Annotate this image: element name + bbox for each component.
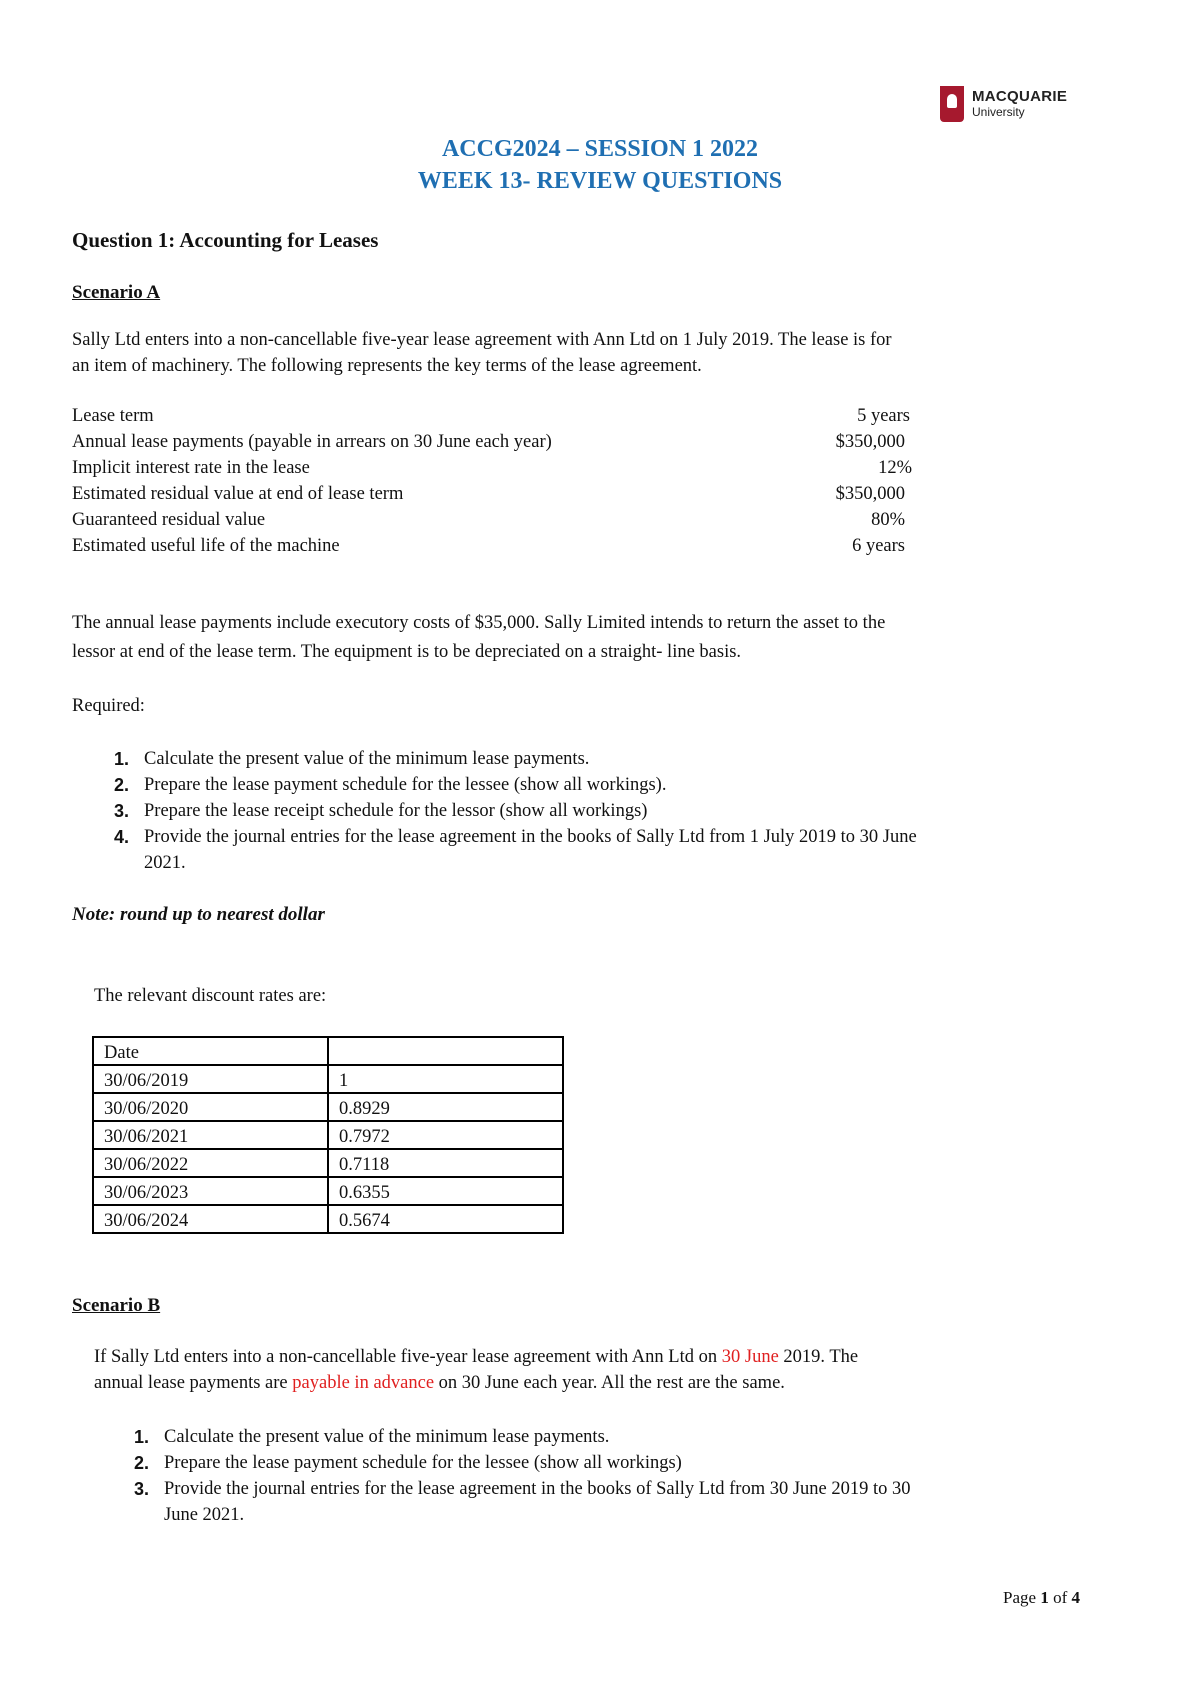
term-label: Annual lease payments (payable in arrears on 30 June each year)	[72, 432, 552, 452]
table-row	[93, 1093, 563, 1121]
rates-intro: The relevant discount rates are:	[94, 986, 327, 1006]
term-label: Implicit interest rate in the lease	[72, 458, 310, 478]
item-text-continued: 2021.	[144, 853, 186, 873]
item-text: Calculate the present value of the minimum lease payments.	[164, 1427, 610, 1447]
crest-icon	[940, 86, 964, 122]
item-number: 1.	[134, 1427, 150, 1447]
required-label: Required:	[72, 696, 145, 716]
of-label: of	[1053, 1588, 1068, 1607]
item-text: Provide the journal entries for the lease agreement in the books of Sally Ltd from 1 July 2019 to 30 June	[144, 827, 917, 847]
item-text: Provide the journal entries for the lease agreement in the books of Sally Ltd from 30 June 2019 to 30	[164, 1479, 911, 1499]
scenario-a-intro-line2: an item of machinery. The following represents the key terms of the lease agreement.	[72, 356, 702, 376]
scenario-b-text: 2019. The	[778, 1347, 859, 1367]
term-label: Estimated residual value at end of lease term	[72, 484, 404, 504]
list-item	[92, 1424, 1092, 1450]
table-header-row	[93, 1037, 563, 1065]
rate-cell: 0.7118	[328, 1149, 563, 1177]
scenario-b-requirements	[92, 1424, 1092, 1528]
term-value: $350,000	[835, 484, 905, 504]
list-item	[72, 746, 1072, 772]
item-text: Prepare the lease receipt schedule for the lessor (show all workings)	[144, 801, 648, 821]
table-row	[93, 1121, 563, 1149]
date-cell: 30/06/2023	[93, 1177, 328, 1205]
scenario-b-heading: Scenario B	[72, 1295, 161, 1316]
table-row	[93, 1205, 563, 1233]
item-text: Calculate the present value of the minimum lease payments.	[144, 749, 590, 769]
list-item	[92, 1450, 1092, 1476]
page-number	[1003, 1588, 1080, 1608]
term-label: Guaranteed residual value	[72, 510, 266, 530]
date-cell: 30/06/2019	[93, 1065, 328, 1093]
item-text: Prepare the lease payment schedule for the lessee (show all workings)	[164, 1453, 682, 1473]
table-row	[93, 1065, 563, 1093]
date-cell: 30/06/2022	[93, 1149, 328, 1177]
scenario-a-intro-line1: Sally Ltd enters into a non-cancellable five-year lease agreement with Ann Ltd on 1 July 2019. The lease is for	[72, 330, 892, 350]
term-label: Estimated useful life of the machine	[72, 536, 340, 556]
current-page: 1	[1040, 1588, 1049, 1607]
rounding-note: Note: round up to nearest dollar	[72, 904, 325, 925]
rate-cell: 0.5674	[328, 1205, 563, 1233]
term-label: Lease term	[72, 406, 154, 426]
list-item	[92, 1476, 1092, 1528]
list-item	[72, 824, 1072, 876]
item-number: 4.	[114, 827, 130, 847]
total-pages: 4	[1071, 1588, 1080, 1607]
list-item	[72, 772, 1072, 798]
logo-name: MACQUARIE	[972, 88, 1068, 105]
term-value: 80%	[871, 510, 905, 530]
item-number: 2.	[114, 775, 130, 795]
executory-costs-line1: The annual lease payments include executory costs of $35,000. Sally Limited intends to return the asset to the	[72, 613, 886, 633]
term-value: 12%	[878, 458, 912, 478]
highlight-timing: payable in advance	[292, 1373, 435, 1393]
date-cell: 30/06/2021	[93, 1121, 328, 1149]
item-number: 3.	[114, 801, 130, 821]
table-row	[93, 1149, 563, 1177]
logo-subtitle: University	[972, 105, 1025, 119]
discount-rates-table	[92, 1036, 564, 1234]
item-number: 1.	[114, 749, 130, 769]
item-number: 3.	[134, 1479, 150, 1499]
executory-costs-line2: lessor at end of the lease term. The equipment is to be depreciated on a straight- line basis.	[72, 642, 742, 662]
week-title: WEEK 13- REVIEW QUESTIONS	[417, 168, 783, 194]
rate-cell: 1	[328, 1065, 563, 1093]
header-cell	[328, 1037, 563, 1065]
rate-cell: 0.8929	[328, 1093, 563, 1121]
term-value: 6 years	[852, 536, 905, 556]
highlight-date: 30 June	[721, 1347, 779, 1367]
item-text: Prepare the lease payment schedule for the lessee (show all workings).	[144, 775, 667, 795]
scenario-b-line1	[94, 1344, 858, 1370]
scenario-b-line2	[94, 1370, 785, 1396]
item-text-continued: June 2021.	[164, 1505, 245, 1525]
scenario-b-text: on 30 June each year. All the rest are the same.	[434, 1373, 785, 1393]
scenario-a-heading: Scenario A	[72, 282, 161, 303]
scenario-a-requirements	[72, 746, 1072, 876]
header-cell: Date	[93, 1037, 328, 1065]
date-cell: 30/06/2024	[93, 1205, 328, 1233]
rate-cell: 0.7972	[328, 1121, 563, 1149]
scenario-b-text: annual lease payments are	[94, 1373, 293, 1393]
rate-cell: 0.6355	[328, 1177, 563, 1205]
table-row	[93, 1177, 563, 1205]
list-item	[72, 798, 1072, 824]
term-value: $350,000	[835, 432, 905, 452]
page-label: Page	[1003, 1588, 1037, 1607]
scenario-b-text: If Sally Ltd enters into a non-cancellable five-year lease agreement with Ann Ltd on	[94, 1347, 722, 1367]
course-title: ACCG2024 – SESSION 1 2022	[441, 136, 759, 162]
university-logo	[940, 86, 1080, 122]
item-number: 2.	[134, 1453, 150, 1473]
term-value: 5 years	[857, 406, 910, 426]
date-cell: 30/06/2020	[93, 1093, 328, 1121]
question-title: Question 1: Accounting for Leases	[72, 228, 379, 252]
